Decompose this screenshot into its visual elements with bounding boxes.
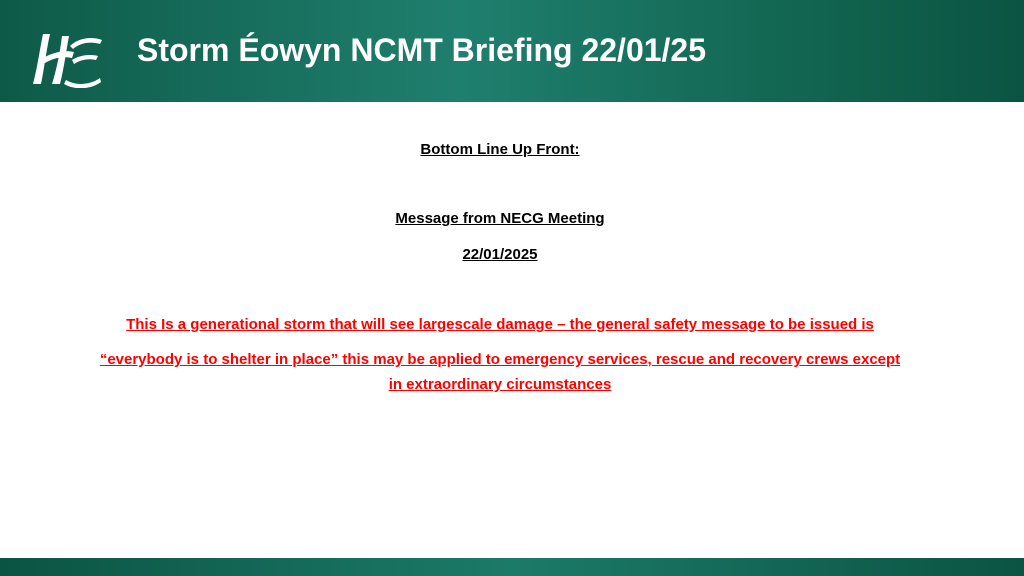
heading-bluf: Bottom Line Up Front: [420, 141, 580, 158]
warning-line-2: “everybody is to shelter in place” this may be applied to emergency services, rescue and recovery crews except [99, 351, 901, 368]
message-date: 22/01/2025 [462, 246, 538, 263]
warning-line-1: This Is a generational storm that will see largescale damage – the general safety message to be issued is [126, 316, 874, 333]
message-title: Message from NECG Meeting [395, 210, 605, 227]
header-bar [0, 0, 1024, 102]
slide-content [0, 102, 1024, 558]
hse-logo [30, 30, 106, 88]
slide-title: Storm Éowyn NCMT Briefing 22/01/25 [137, 32, 707, 68]
footer-bar [0, 558, 1024, 576]
warning-line-3: in extraordinary circumstances [388, 376, 612, 393]
